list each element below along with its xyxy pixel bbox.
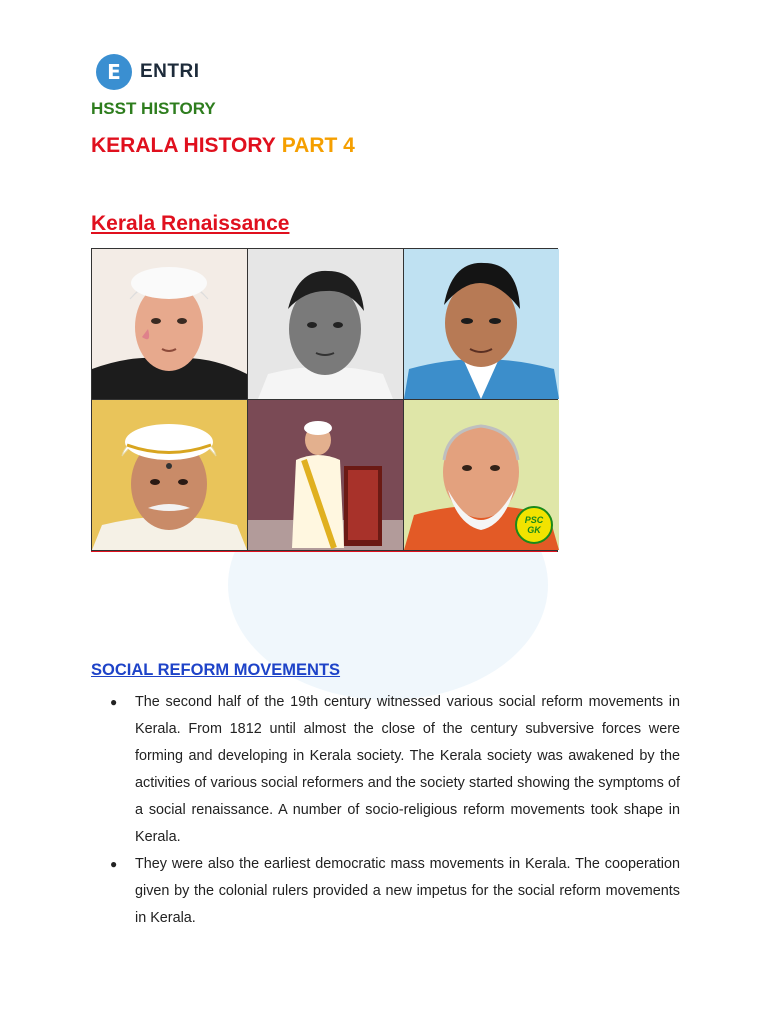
bullet-text: The second half of the 19th century witnessed various social reform movements in Kerala. From 1812 until almost the close of the century subversive forces were forming and developing in Kerala society. The Kerala society was awakened by the activities of various social reformers and the society started showing the symptoms of a social renaissance. A number of socio-religious reform movements took shape in Kerala.: [135, 694, 680, 845]
bullet-list: [108, 689, 680, 932]
list-item: [108, 689, 680, 851]
title-text: KERALA HISTORY: [91, 134, 276, 157]
page-title: [91, 134, 355, 158]
bullet-icon: ●: [110, 695, 118, 709]
logo-icon: [96, 54, 132, 90]
subsection-title: SOCIAL REFORM MOVEMENTS: [91, 661, 341, 679]
section-title: Kerala Renaissance: [91, 212, 290, 235]
portrait-3: [404, 249, 559, 399]
portrait-1: [92, 249, 247, 399]
portrait-collage: [91, 248, 558, 552]
portrait-5: [248, 400, 403, 550]
image-underline: [91, 551, 557, 552]
badge-bottom-text: GK: [527, 525, 541, 535]
bullet-text: They were also the earliest democratic mass movements in Kerala. The cooperation given by the colonial rulers provided a new impetus for the social reform movements in Kerala.: [135, 856, 680, 926]
badge-top-text: PSC: [524, 515, 544, 525]
bullet-icon: ●: [110, 857, 118, 871]
subject-heading: HSST HISTORY: [91, 99, 216, 118]
list-item: [108, 851, 680, 932]
psc-gk-badge: [515, 506, 553, 544]
part-label: PART 4: [281, 134, 355, 157]
logo-letter: E: [107, 60, 121, 84]
portrait-2: [248, 249, 403, 399]
brand-name: ENTRI: [140, 61, 200, 82]
portrait-6: [404, 400, 559, 550]
portrait-4: [92, 400, 247, 550]
entri-logo: [96, 53, 200, 91]
